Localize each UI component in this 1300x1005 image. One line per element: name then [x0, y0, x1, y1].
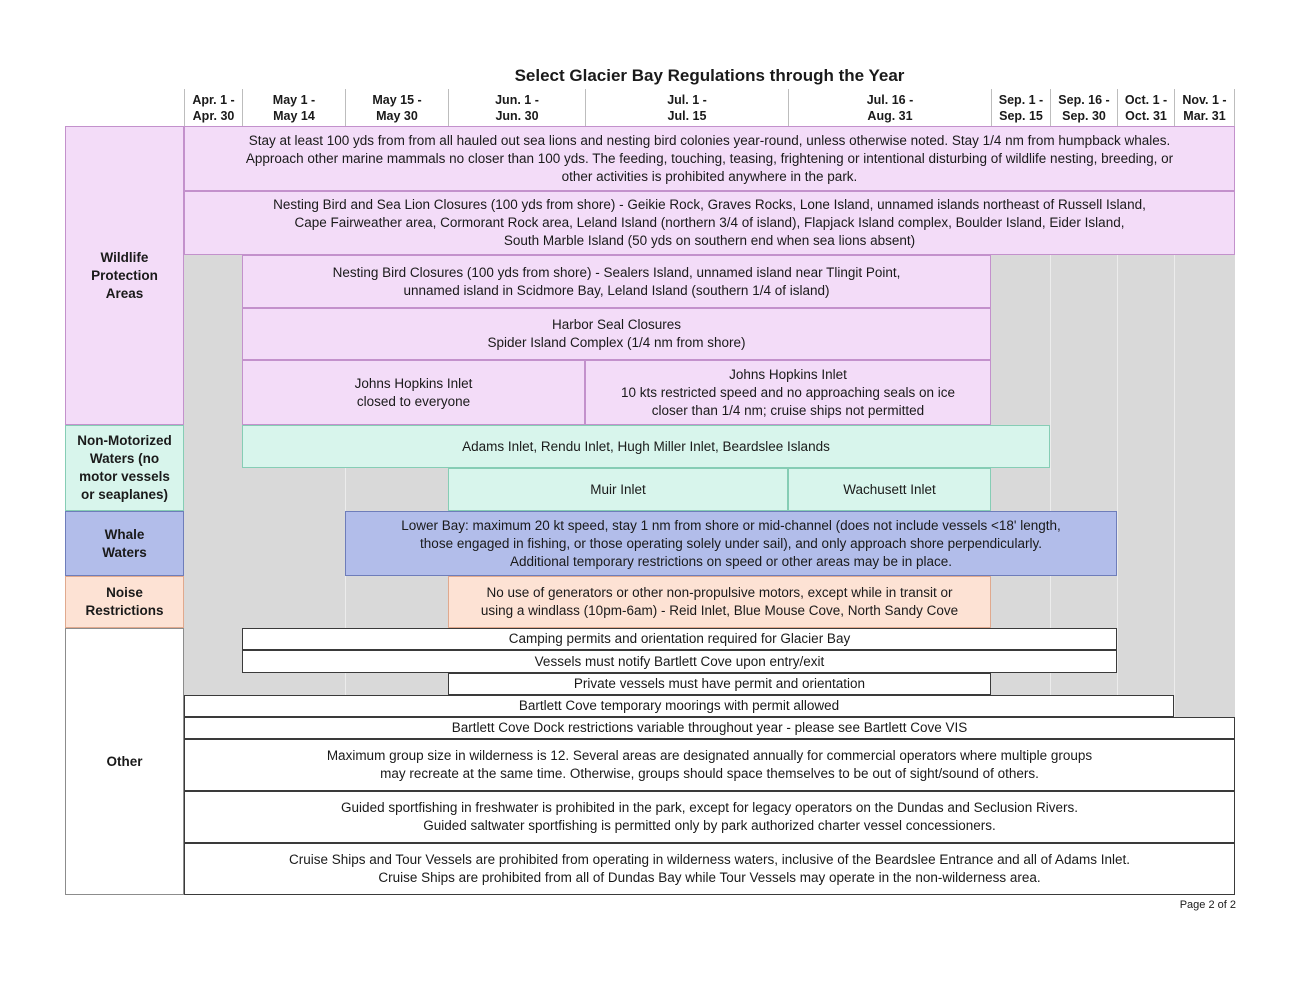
column-header-jul-aug: [788, 89, 991, 126]
wildlife-johns-hopkins-closed: Johns Hopkins Inlet closed to everyone: [242, 360, 585, 425]
column-header-line1: Sep. 1 -: [998, 92, 1044, 107]
other-sportfishing: Guided sportfishing in freshwater is prohibited in the park, except for legacy operators on the Dundas and Seclusion Rivers. Guided saltwater sportfishing is permitted only by park authorized charter vessel concessioners.: [184, 791, 1235, 843]
other-dock-restrictions: Bartlett Cove Dock restrictions variable throughout year - please see Bartlett Cove VIS: [184, 717, 1235, 739]
column-header-apr: [184, 89, 242, 126]
other-private-vessels: Private vessels must have permit and orientation: [448, 673, 991, 695]
column-header-jul-early: [585, 89, 788, 126]
other-group-size: Maximum group size in wilderness is 12. Several areas are designated annually for commercial operators where multiple groups may recreate at the same time. Otherwise, groups should space themselves to be out of sight/sound of others.: [184, 739, 1235, 791]
column-header-nov-mar: [1174, 89, 1235, 126]
column-header-jun: [448, 89, 585, 126]
column-header-sep-early: [991, 89, 1050, 126]
column-header-line1: Sep. 16 -: [1058, 92, 1110, 107]
category-wildlife-protection: Wildlife Protection Areas: [65, 126, 184, 425]
column-header-line2: Sep. 30: [1062, 108, 1106, 123]
column-header-may-early: [242, 89, 345, 126]
column-header-line1: Jul. 1 -: [667, 92, 707, 107]
column-header-line1: Jul. 16 -: [866, 92, 914, 107]
column-header-line2: Oct. 31: [1125, 108, 1167, 123]
column-header-line1: May 1 -: [272, 92, 316, 107]
category-whale-waters: Whale Waters: [65, 511, 184, 576]
column-header-line1: Apr. 1 -: [192, 92, 235, 107]
nonmotorized-muir-inlet: Muir Inlet: [448, 468, 788, 511]
wildlife-harbor-seal-closures: Harbor Seal Closures Spider Island Complex (1/4 nm from shore): [242, 308, 991, 360]
column-divider: [1174, 255, 1175, 717]
noise-generator-rule: No use of generators or other non-propulsive motors, except while in transit or using a windlass (10pm-6am) - Reid Inlet, Blue Mouse Cove, North Sandy Cove: [448, 576, 991, 628]
category-other: Other: [65, 628, 184, 895]
column-header-line2: May 14: [273, 108, 315, 123]
column-header-sep-late: [1050, 89, 1117, 126]
other-cruise-ships: Cruise Ships and Tour Vessels are prohibited from operating in wilderness waters, inclusive of the Beardslee Entrance and all of Adams Inlet. Cruise Ships are prohibited from all of Dundas Bay while Tour Vessels may operate in the non-wilderness area.: [184, 843, 1235, 895]
category-non-motorized: Non-Motorized Waters (no motor vessels or seaplanes): [65, 425, 184, 511]
wildlife-sea-lion-closures: Nesting Bird and Sea Lion Closures (100 yds from shore) - Geikie Rock, Graves Rocks, Lone Island, unnamed islands northeast of Russell Island, Cape Fairweather area, Cormorant Rock area, Leland Island (northern 3/4 of island), Flapjack Island complex, Boulder Island, Eider Island, South Marble Island (50 yds on southern end when sea lions absent): [184, 191, 1235, 255]
other-vessel-notify: Vessels must notify Bartlett Cove upon entry/exit: [242, 650, 1117, 673]
column-header-line2: Mar. 31: [1183, 108, 1226, 123]
nonmotorized-inlets: Adams Inlet, Rendu Inlet, Hugh Miller Inlet, Beardslee Islands: [242, 425, 1050, 468]
other-moorings: Bartlett Cove temporary moorings with permit allowed: [184, 695, 1174, 717]
inactive-zone: [184, 255, 242, 695]
wildlife-nesting-bird-closures: Nesting Bird Closures (100 yds from shore) - Sealers Island, unnamed island near Tlingit Point, unnamed island in Scidmore Bay, Leland Island (southern 1/4 of island): [242, 255, 991, 308]
column-header-line2: Apr. 30: [192, 108, 235, 123]
column-header-line2: Jul. 15: [667, 108, 707, 123]
nonmotorized-wachusett-inlet: Wachusett Inlet: [788, 468, 991, 511]
whale-lower-bay-rule: Lower Bay: maximum 20 kt speed, stay 1 nm from shore or mid-channel (does not include vessels <18' length, those engaged in fishing, or those operating solely under sail), and only approach shore perpendicularly. Additional temporary restrictions on speed or other areas may be in place.: [345, 511, 1117, 576]
column-divider: [1117, 255, 1118, 717]
column-header-line1: Jun. 1 -: [495, 92, 539, 107]
column-header-line2: May 30: [376, 108, 418, 123]
wildlife-johns-hopkins-restricted: Johns Hopkins Inlet 10 kts restricted speed and no approaching seals on ice closer than 1/4 nm; cruise ships not permitted: [585, 360, 991, 425]
column-header-may-late: [345, 89, 448, 126]
column-header-line2: Sep. 15: [999, 108, 1043, 123]
column-header-oct: [1117, 89, 1174, 126]
column-header-line1: Nov. 1 -: [1182, 92, 1227, 107]
column-header-line1: May 15 -: [372, 92, 422, 107]
category-noise-restrictions: Noise Restrictions: [65, 576, 184, 628]
page-title: Select Glacier Bay Regulations through the Year: [514, 66, 905, 85]
page-number: Page 2 of 2: [1179, 899, 1236, 911]
column-header-line1: Oct. 1 -: [1124, 92, 1168, 107]
column-header-line2: Jun. 30: [495, 108, 539, 123]
column-header-line2: Aug. 31: [867, 108, 913, 123]
other-camping-permits: Camping permits and orientation required for Glacier Bay: [242, 628, 1117, 650]
wildlife-general-rule: Stay at least 100 yds from from all hauled out sea lions and nesting bird colonies year-round, unless otherwise noted. Stay 1/4 nm from humpback whales. Approach other marine mammals no closer than 100 yds. The feeding, touching, teasing, frightening or intentional disturbing of wildlife nesting, breeding, or other activities is prohibited anywhere in the park.: [184, 126, 1235, 191]
